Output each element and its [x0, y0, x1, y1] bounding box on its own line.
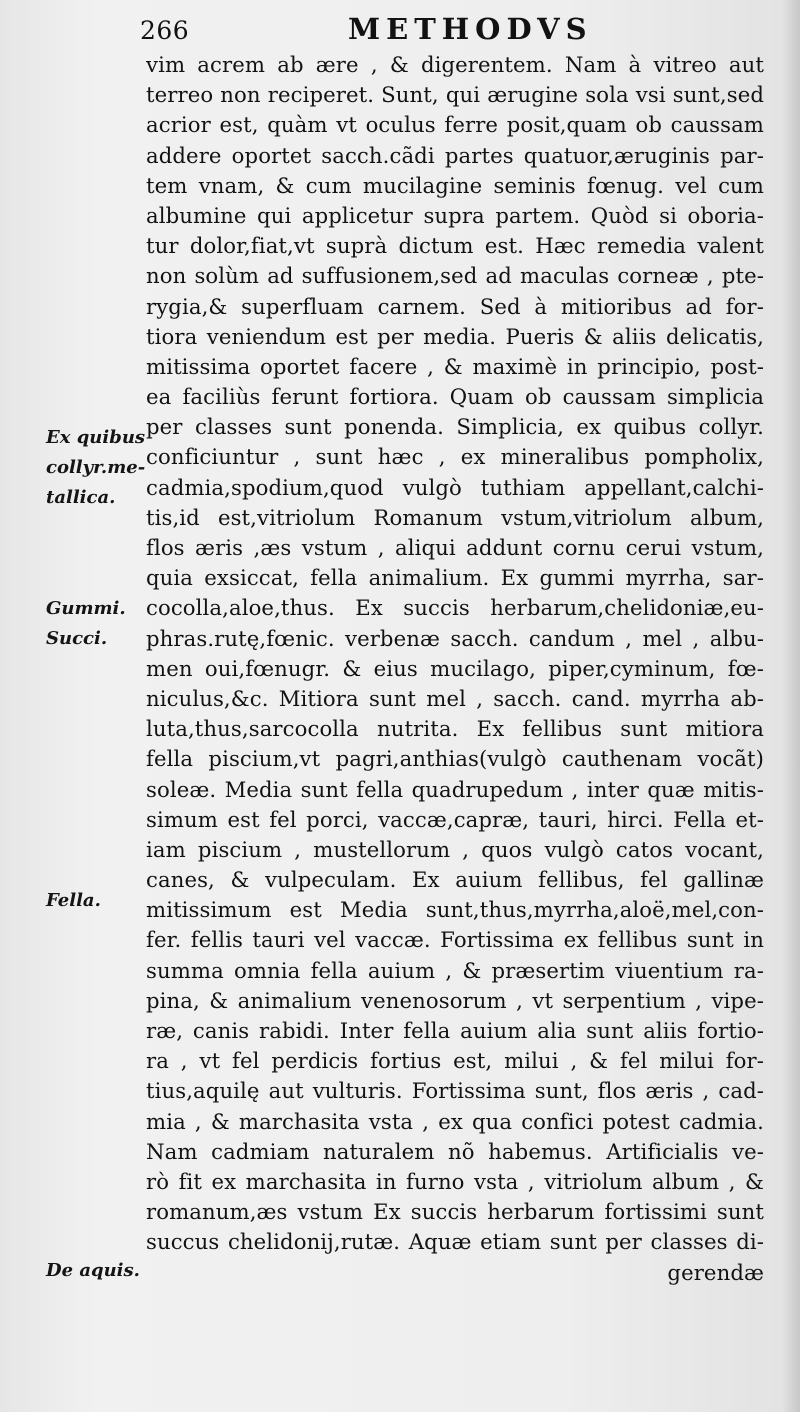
text-line: conficiuntur , sunt hæc , ex mineralibus pompholix, — [146, 444, 764, 470]
text-line: terreo non reciperet. Sunt, qui ærugine sola vsi sunt,sed — [146, 82, 764, 108]
text-line: ra , vt fel perdicis fortius est, milui , & fel milui for- — [146, 1048, 764, 1074]
text-line: mia , & marchasita vsta , ex qua confici potest cadmia. — [146, 1108, 764, 1134]
text-line: fer. fellis tauri vel vaccæ. Fortissima ex fellibus sunt in — [146, 927, 764, 953]
text-line: soleæ. Media sunt fella quadrupedum , inter quæ mitis- — [146, 776, 764, 802]
margin-note-gummi: Gummi. — [46, 598, 126, 619]
text-line: tis,id est,vitriolum Romanum vstum,vitriolum album, — [146, 504, 764, 530]
text-line: tur dolor,fiat,vt suprà dictum est. Hæc remedia valent — [146, 233, 764, 259]
main-text-block — [146, 50, 764, 1288]
text-line: luta,thus,sarcocolla nutrita. Ex fellibus sunt mitiora — [146, 716, 764, 742]
text-line: flos æris ,æs vstum , aliqui addunt cornu cerui vstum, — [146, 535, 764, 560]
text-line: cocolla,aloe,thus. Ex succis herbarum,chelidoniæ,eu- — [146, 595, 764, 621]
text-line: romanum,æs vstum Ex succis herbarum fortissimi sunt — [146, 1199, 764, 1225]
margin-note-succi: Succi. — [46, 628, 108, 649]
text-line: rygia,& superfluam carnem. Sed à mitioribus ad for- — [146, 293, 764, 319]
text-line: fella piscium,vt pagri,anthias(vulgò cauthenam vocãt) — [146, 746, 764, 772]
text-line: tius,aquilę aut vulturis. Fortissima sunt, flos æris , cad- — [146, 1078, 764, 1104]
text-line: ræ, canis rabidi. Inter fella auium alia sunt aliis fortio- — [146, 1018, 764, 1043]
text-line: men oui,fœnugr. & eius mucilago, piper,cyminum, fœ- — [146, 655, 764, 681]
text-line: succus chelidonij,rutæ. Aquæ etiam sunt per classes di- — [146, 1229, 764, 1255]
text-line: niculus,&c. Mitiora sunt mel , sacch. cand. myrrha ab- — [146, 685, 764, 711]
text-line: quia exsiccat, fella animalium. Ex gummi myrrha, sar- — [146, 565, 764, 591]
margin-note-de-aquis: De aquis. — [46, 1260, 140, 1281]
text-line: pina, & animalium venenosorum , vt serpentium , vipe- — [146, 987, 764, 1013]
page-number: 266 — [140, 16, 190, 45]
text-line: summa omnia fella auium , & præsertim viuentium ra- — [146, 957, 764, 983]
page-edge-shadow — [782, 0, 800, 1412]
margin-note-fella: Fella. — [46, 890, 101, 911]
page-header — [140, 12, 760, 52]
text-line: tiora veniendum est per media. Pueris & aliis delicatis, — [146, 323, 764, 349]
text-line: mitissimum est Media sunt,thus,myrrha,aloë,mel,con- — [146, 897, 764, 923]
margin-note-collyr: collyr.me- — [46, 457, 146, 478]
text-line: per classes sunt ponenda. Simplicia, ex quibus collyr. — [146, 414, 764, 440]
text-line: iam piscium , mustellorum , quos vulgò catos vocant, — [146, 836, 764, 862]
text-line-catchword: gerendæ — [667, 1259, 764, 1285]
text-line: albumine qui applicetur supra partem. Quòd si oboria- — [146, 202, 764, 228]
margin-note-metallica: tallica. — [46, 487, 116, 508]
text-line: phras.rutę,fœnic. verbenæ sacch. candum , mel , albu- — [146, 625, 764, 651]
text-line: canes, & vulpeculam. Ex auium fellibus, fel gallinæ — [146, 867, 764, 893]
marginalia-column — [0, 0, 150, 1412]
text-line: simum est fel porci, vaccæ,capræ, tauri, hirci. Fella et- — [146, 806, 764, 832]
text-line: rò fit ex marchasita in furno vsta , vitriolum album , & — [146, 1168, 764, 1194]
text-line: non solùm ad suffusionem,sed ad maculas corneæ , pte- — [146, 263, 764, 289]
text-line: tem vnam, & cum mucilagine seminis fœnug. vel cum — [146, 172, 764, 198]
text-line: vim acrem ab ære , & digerentem. Nam à vitreo aut — [146, 52, 764, 77]
text-line: acrior est, quàm vt oculus ferre posit,quam ob caussam — [146, 112, 764, 138]
text-line: addere oportet sacch.cãdi partes quatuor,æruginis par- — [146, 142, 764, 168]
text-line: Nam cadmiam naturalem nõ habemus. Artificialis ve- — [146, 1138, 764, 1164]
running-head: METHODVS — [348, 12, 593, 46]
margin-note-ex-quibus: Ex quibus — [46, 427, 146, 448]
text-line: cadmia,spodium,quod vulgò tuthiam appellant,calchi- — [146, 474, 764, 500]
text-line: ea faciliùs ferunt fortiora. Quam ob caussam simplicia — [146, 384, 764, 410]
text-line: mitissima oportet facere , & maximè in principio, post- — [146, 353, 764, 379]
